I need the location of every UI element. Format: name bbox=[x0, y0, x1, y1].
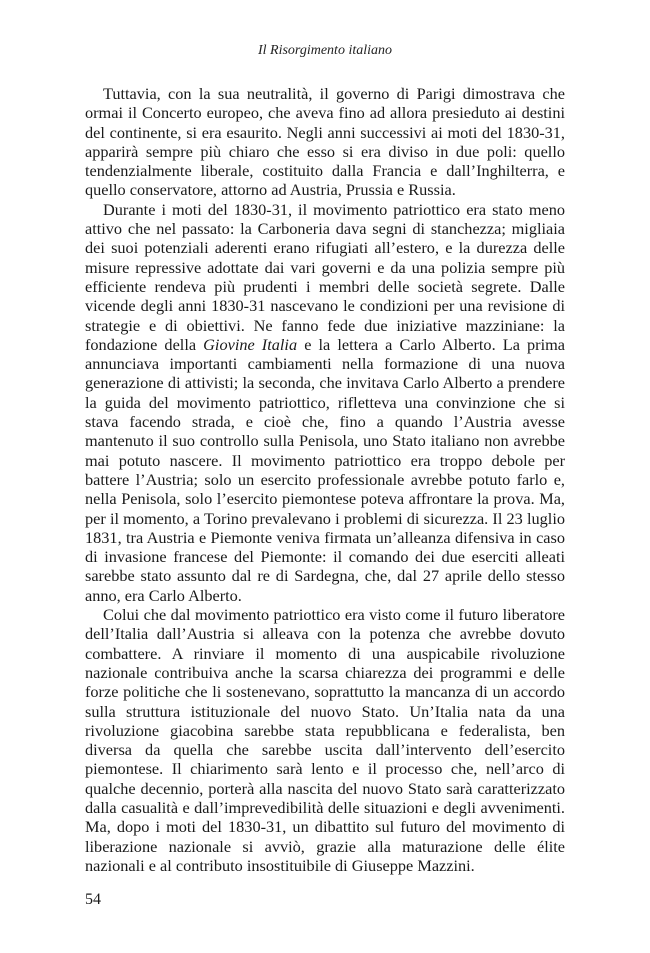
paragraph-3 bbox=[85, 605, 565, 875]
italic-title-giovine-italia: Giovine Italia bbox=[203, 334, 298, 354]
paragraph-1 bbox=[85, 84, 565, 200]
running-head: Il Risorgimento italiano bbox=[257, 43, 393, 58]
book-page bbox=[85, 42, 565, 875]
paragraph-2 bbox=[85, 200, 565, 605]
paragraph-2-text-end: e la lettera a Carlo Alberto. La prima annunciava importanti cambiamenti nella formazione di una nuova generazione di attivisti; la seconda, che invitava Carlo Alberto a prendere la guida del movimento patriottico, rifletteva una convinzione che si stava facendo strada, e cioè che, fino a quando l’Austria avesse mantenuto il suo controllo sulla Penisola, uno Stato italiano non avrebbe mai potuto nascere. Il movimento patriottico era troppo debole per battere l’Austria; solo un esercito professionale avrebbe potuto farlo e, nella Penisola, solo l’esercito piemontese poteva affrontare la prova. Ma, per il momento, a Torino prevalevano i problemi di sicurezza. Il 23 luglio 1831, tra Austria e Piemonte veniva firmata un’alleanza difensiva in caso di invasione francese del Piemonte: il comando dei due eserciti alleati sarebbe stato assunto dal re di Sardegna, che, dal 27 aprile dello stesso anno, era Carlo Alberto. bbox=[85, 334, 565, 605]
paragraph-2-text-start: Durante i moti del 1830-31, il movimento patriottico era stato meno attivo che nel passato: la Carboneria dava segni di stanchezza; migliaia dei suoi potenziali aderenti erano rifugiati all’estero, e la durezza delle misure repressive adottate dai vari governi e da una polizia sempre più efficiente rendeva più prudenti i membri delle società segrete. Dalle vicende degli anni 1830-31 nascevano le condizioni per una revisione di strategie e di obiettivi. Ne fanno fede due iniziative mazziniane: la fondazione della bbox=[85, 199, 565, 354]
paragraph-3-text: Colui che dal movimento patriottico era visto come il futuro liberatore dell’Italia dall’Austria si alleava con la potenza che avrebbe dovuto combattere. A rinviare il momento di una auspicabile rivoluzione nazionale contribuiva anche la scarsa chiarezza dei programmi e delle forze politiche che li sostenevano, soprattutto la mancanza di un accordo sulla struttura istituzionale del nuovo Stato. Un’Italia nata da una rivoluzione giacobina sarebbe stata repubblicana e federalista, ben diversa da quella che sarebbe uscita dall’intervento dell’esercito piemontese. Il chiarimento sarà lento e il processo che, nell’arco di qualche decennio, porterà alla nascita del nuovo Stato sarà caratterizzato dalla casualità e dall’imprevedibilità delle situazioni e degli avvenimenti. Ma, dopo i moti del 1830-31, un dibattito sul futuro del movimento di liberazione nazionale si avviò, grazie alla maturazione delle élite nazionali e al contributo insostituibile di Giuseppe Mazzini. bbox=[85, 605, 565, 875]
page-number: 54 bbox=[85, 891, 101, 908]
paragraph-1-text: Tuttavia, con la sua neutralità, il governo di Parigi dimostrava che ormai il Concerto europeo, che aveva fino ad allora presieduto ai destini del continente, si era esaurito. Negli anni successivi ai moti del 1830-31, apparirà sempre più chiaro che esso si era diviso in due poli: quello tendenzialmente liberale, costituito dalla Francia e dall’Inghilterra, e quello conservatore, attorno ad Austria, Prussia e Russia. bbox=[85, 84, 565, 200]
